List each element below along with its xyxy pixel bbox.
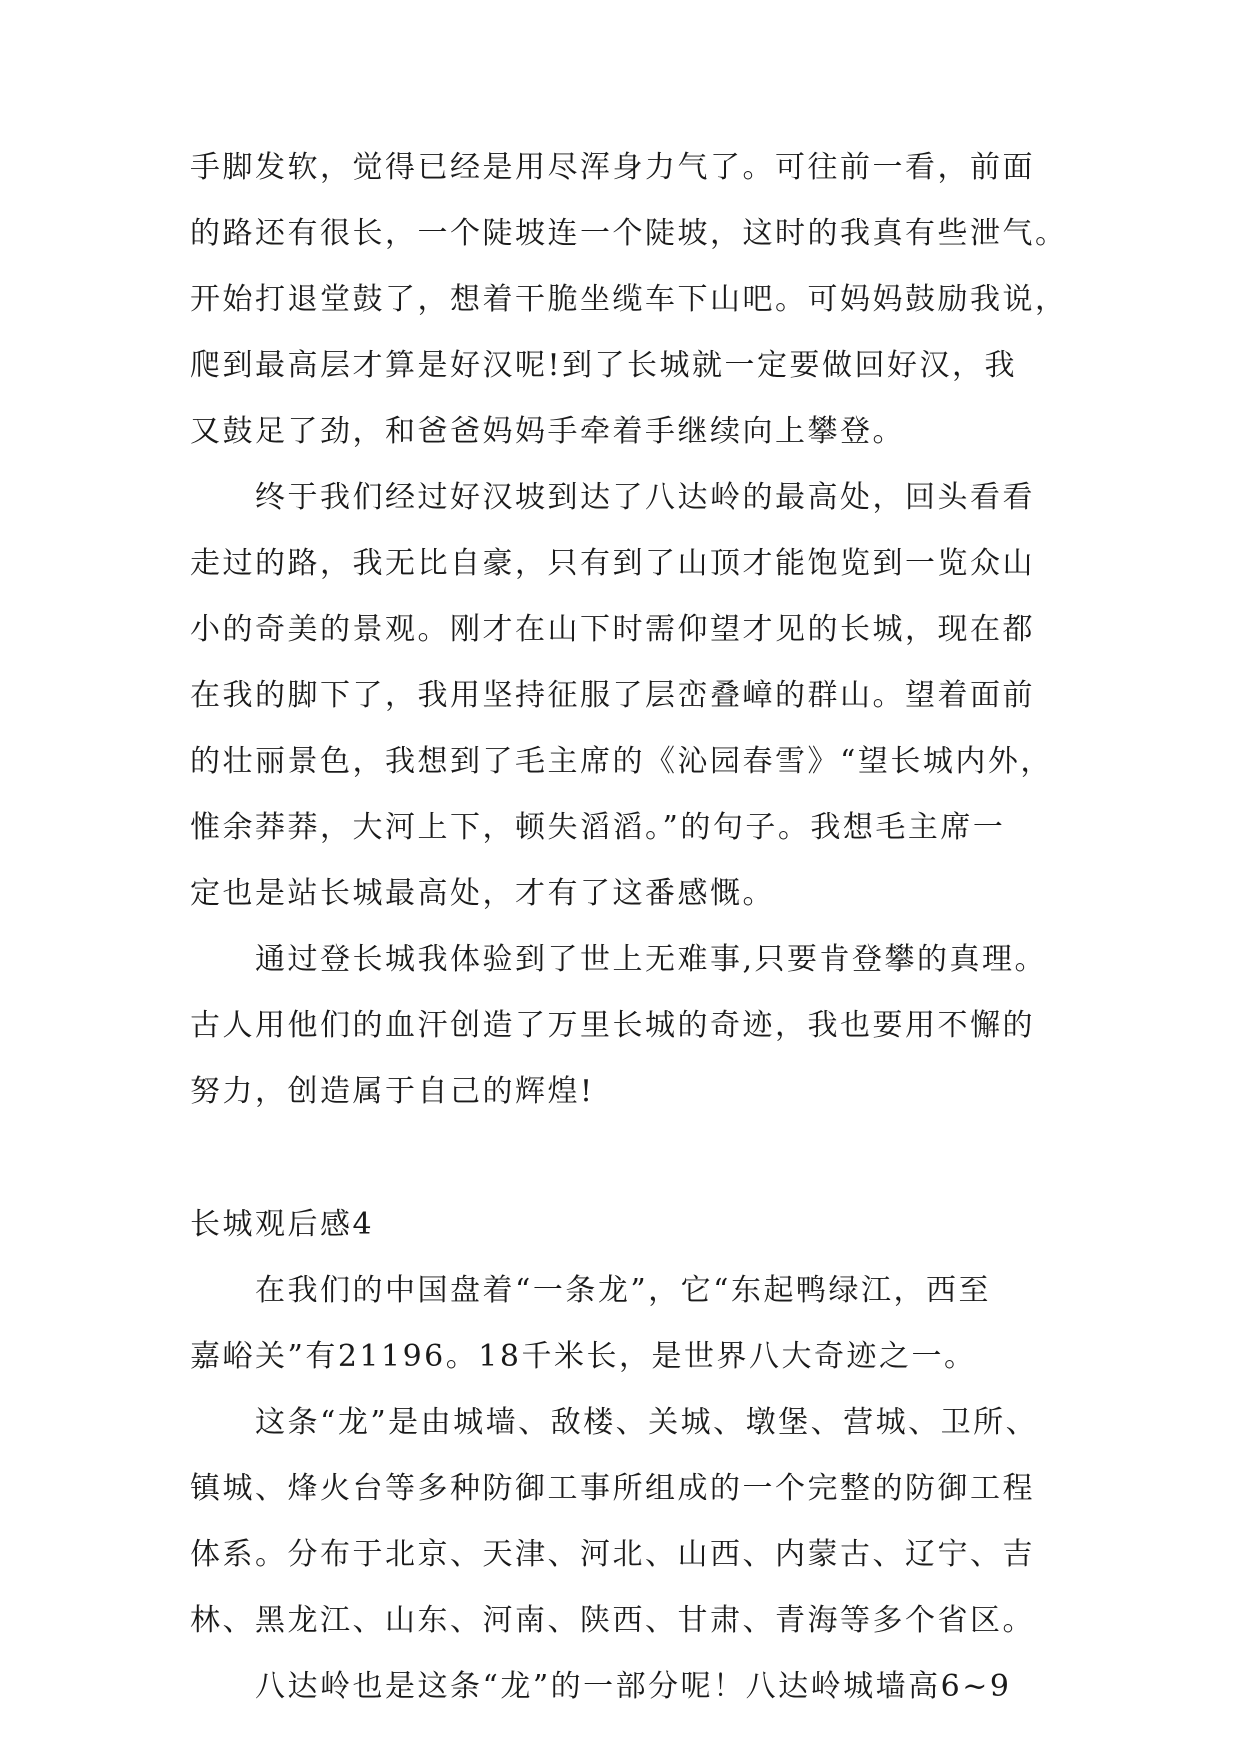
paragraph-5-line-1: 这条“龙”是由城墙、敌楼、关城、墩堡、营城、卫所、: [255, 1405, 1039, 1440]
paragraph-2-line-1: 终于我们经过好汉坡到达了八达岭的最高处，回头看看: [255, 480, 1035, 515]
paragraph-1-line-2: 的路还有很长，一个陡坡连一个陡坡，这时的我真有些泄气。: [190, 216, 1068, 251]
paragraph-2-line-7: 定也是站长城最高处，才有了这番感慨。: [190, 876, 775, 911]
paragraph-5-line-3: 体系。分布于北京、天津、河北、山西、内蒙古、辽宁、吉: [190, 1537, 1035, 1572]
paragraph-4-line-2: 嘉峪关”有21196。18千米长，是世界八大奇迹之一。: [190, 1339, 977, 1374]
paragraph-2-line-5: 的壮丽景色，我想到了毛主席的《沁园春雪》“望长城内外，: [190, 744, 1053, 779]
paragraph-3-line-1: 通过登长城我体验到了世上无难事,只要肯登攀的真理。: [255, 942, 1048, 977]
section-title: 长城观后感4: [190, 1207, 375, 1242]
paragraph-1-line-3: 开始打退堂鼓了，想着干脆坐缆车下山吧。可妈妈鼓励我说，: [190, 282, 1068, 317]
paragraph-3-line-2: 古人用他们的血汗创造了万里长城的奇迹，我也要用不懈的: [190, 1008, 1035, 1043]
paragraph-2-line-6: 惟余莽莽，大河上下，顿失滔滔。”的句子。我想毛主席一: [190, 810, 1006, 845]
paragraph-2-line-4: 在我的脚下了，我用坚持征服了层峦叠嶂的群山。望着面前: [190, 678, 1035, 713]
paragraph-1-line-4: 爬到最高层才算是好汉呢!到了长城就一定要做回好汉，我: [190, 348, 1018, 383]
paragraph-2-line-3: 小的奇美的景观。刚才在山下时需仰望才见的长城，现在都: [190, 612, 1035, 647]
paragraph-2-line-2: 走过的路，我无比自豪，只有到了山顶才能饱览到一览众山: [190, 546, 1035, 581]
paragraph-1-line-5: 又鼓足了劲，和爸爸妈妈手牵着手继续向上攀登。: [190, 414, 905, 449]
paragraph-6-line-1: 八达岭也是这条“龙”的一部分呢！八达岭城墙高6~9: [255, 1669, 1012, 1704]
paragraph-5-line-2: 镇城、烽火台等多种防御工事所组成的一个完整的防御工程: [190, 1471, 1035, 1506]
paragraph-3-line-3: 努力，创造属于自己的辉煌!: [190, 1074, 595, 1109]
paragraph-1-line-1: 手脚发软，觉得已经是用尽浑身力气了。可往前一看，前面: [190, 150, 1035, 185]
paragraph-4-line-1: 在我们的中国盘着“一条龙”，它“东起鸭绿江，西至: [255, 1273, 992, 1308]
paragraph-5-line-4: 林、黑龙江、山东、河南、陕西、甘肃、青海等多个省区。: [190, 1603, 1035, 1638]
